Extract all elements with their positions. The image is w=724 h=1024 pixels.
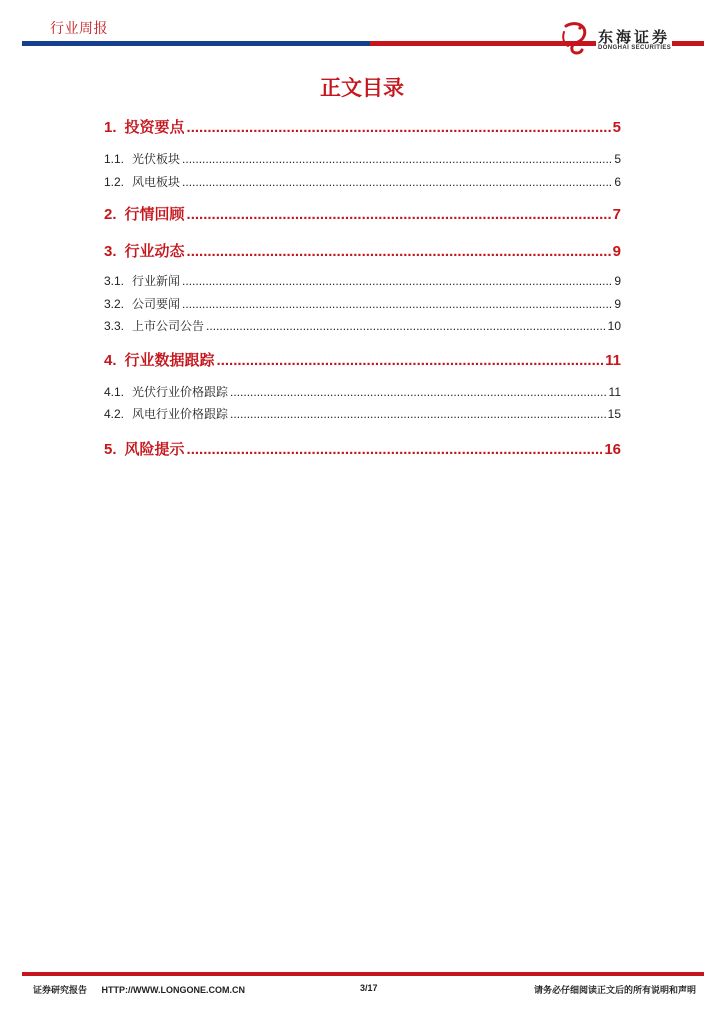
toc-entry[interactable] [104, 317, 621, 334]
toc-entry-page: 16 [604, 441, 621, 458]
toc-entry[interactable] [104, 272, 621, 289]
toc-entry-title: 行业动态 [124, 243, 185, 260]
toc-entry[interactable] [104, 116, 621, 137]
toc-entry-title: 行业数据跟踪 [124, 352, 215, 369]
toc-entry-number: 2. [104, 206, 117, 223]
toc-entry[interactable] [104, 150, 621, 167]
toc-entry[interactable] [104, 383, 621, 400]
toc-dot-leader [187, 206, 611, 223]
toc-entry-number: 4.2. [104, 407, 125, 421]
toc-entry-number: 3.3. [104, 319, 125, 333]
toc-dot-leader [230, 385, 607, 399]
toc-entry-page: 5 [614, 152, 621, 166]
toc-entry-number: 4.1. [104, 385, 125, 399]
toc-dot-leader [230, 407, 606, 421]
toc-entry-page: 11 [608, 385, 621, 399]
logo-chinese-name: 东海证券 [596, 26, 672, 47]
toc-entry[interactable] [104, 438, 621, 459]
toc-entry[interactable] [104, 173, 621, 190]
toc-dot-leader [182, 274, 612, 288]
toc-entry-title: 光伏板块 [132, 152, 181, 166]
toc-entry-page: 9 [614, 297, 621, 311]
footer-page-number: 3/17 [360, 983, 378, 993]
toc-entry-title: 光伏行业价格跟踪 [132, 385, 229, 399]
toc-entry-number: 3.2. [104, 297, 125, 311]
toc-entry-number: 1.2. [104, 175, 125, 189]
toc-dot-leader [182, 297, 612, 311]
toc-dot-leader [187, 243, 611, 260]
toc-dot-leader [182, 152, 612, 166]
company-logo [558, 20, 708, 56]
header-label: 行业周报 [50, 20, 108, 36]
toc-entry[interactable] [104, 240, 621, 261]
toc-entry-title: 投资要点 [124, 119, 185, 136]
dragon-emblem-icon [558, 20, 592, 56]
toc-entry-page: 11 [605, 352, 621, 369]
toc-dot-leader [182, 175, 612, 189]
toc-entry-number: 4. [104, 352, 117, 369]
toc-entry[interactable] [104, 349, 621, 370]
toc-entry-page: 7 [612, 206, 621, 223]
toc-entry-title: 行情回顾 [124, 206, 185, 223]
toc-entry[interactable] [104, 405, 621, 422]
footer-url[interactable]: HTTP://WWW.LONGONE.COM.CN [101, 985, 246, 995]
toc-dot-leader [187, 441, 603, 458]
toc-entry-number: 5. [104, 441, 117, 458]
toc-entry-number: 3.1. [104, 274, 125, 288]
toc-dot-leader [187, 119, 611, 136]
footer-report-type: 证券研究报告 [33, 985, 88, 995]
toc-entry-number: 1. [104, 119, 117, 136]
toc-entry-number: 1.1. [104, 152, 125, 166]
footer-disclaimer: 请务必仔细阅读正文后的所有说明和声明 [533, 985, 696, 995]
toc-entry-page: 10 [607, 319, 621, 333]
toc-entry-page: 6 [614, 175, 621, 189]
toc-entry-page: 5 [612, 119, 621, 136]
toc-entry-title: 风电板块 [132, 175, 181, 189]
toc-entry-page: 9 [614, 274, 621, 288]
footer-bar [22, 972, 704, 976]
toc-entry-title: 上市公司公告 [132, 319, 205, 333]
toc-entry-page: 15 [607, 407, 621, 421]
toc-entry-title: 风险提示 [124, 441, 185, 458]
toc-entry-page: 9 [612, 243, 621, 260]
toc-dot-leader [206, 319, 606, 333]
logo-english-name: DONGHAI SECURITIES [598, 45, 672, 51]
toc-entry-title: 风电行业价格跟踪 [132, 407, 229, 421]
toc-entry[interactable] [104, 295, 621, 312]
toc-entry-title: 行业新闻 [132, 274, 181, 288]
toc-entry[interactable] [104, 203, 621, 224]
toc-entry-number: 3. [104, 243, 117, 260]
toc-dot-leader [217, 352, 604, 369]
toc-entry-title: 公司要闻 [132, 297, 181, 311]
footer-left [33, 983, 245, 996]
toc-title: 正文目录 [320, 77, 404, 100]
